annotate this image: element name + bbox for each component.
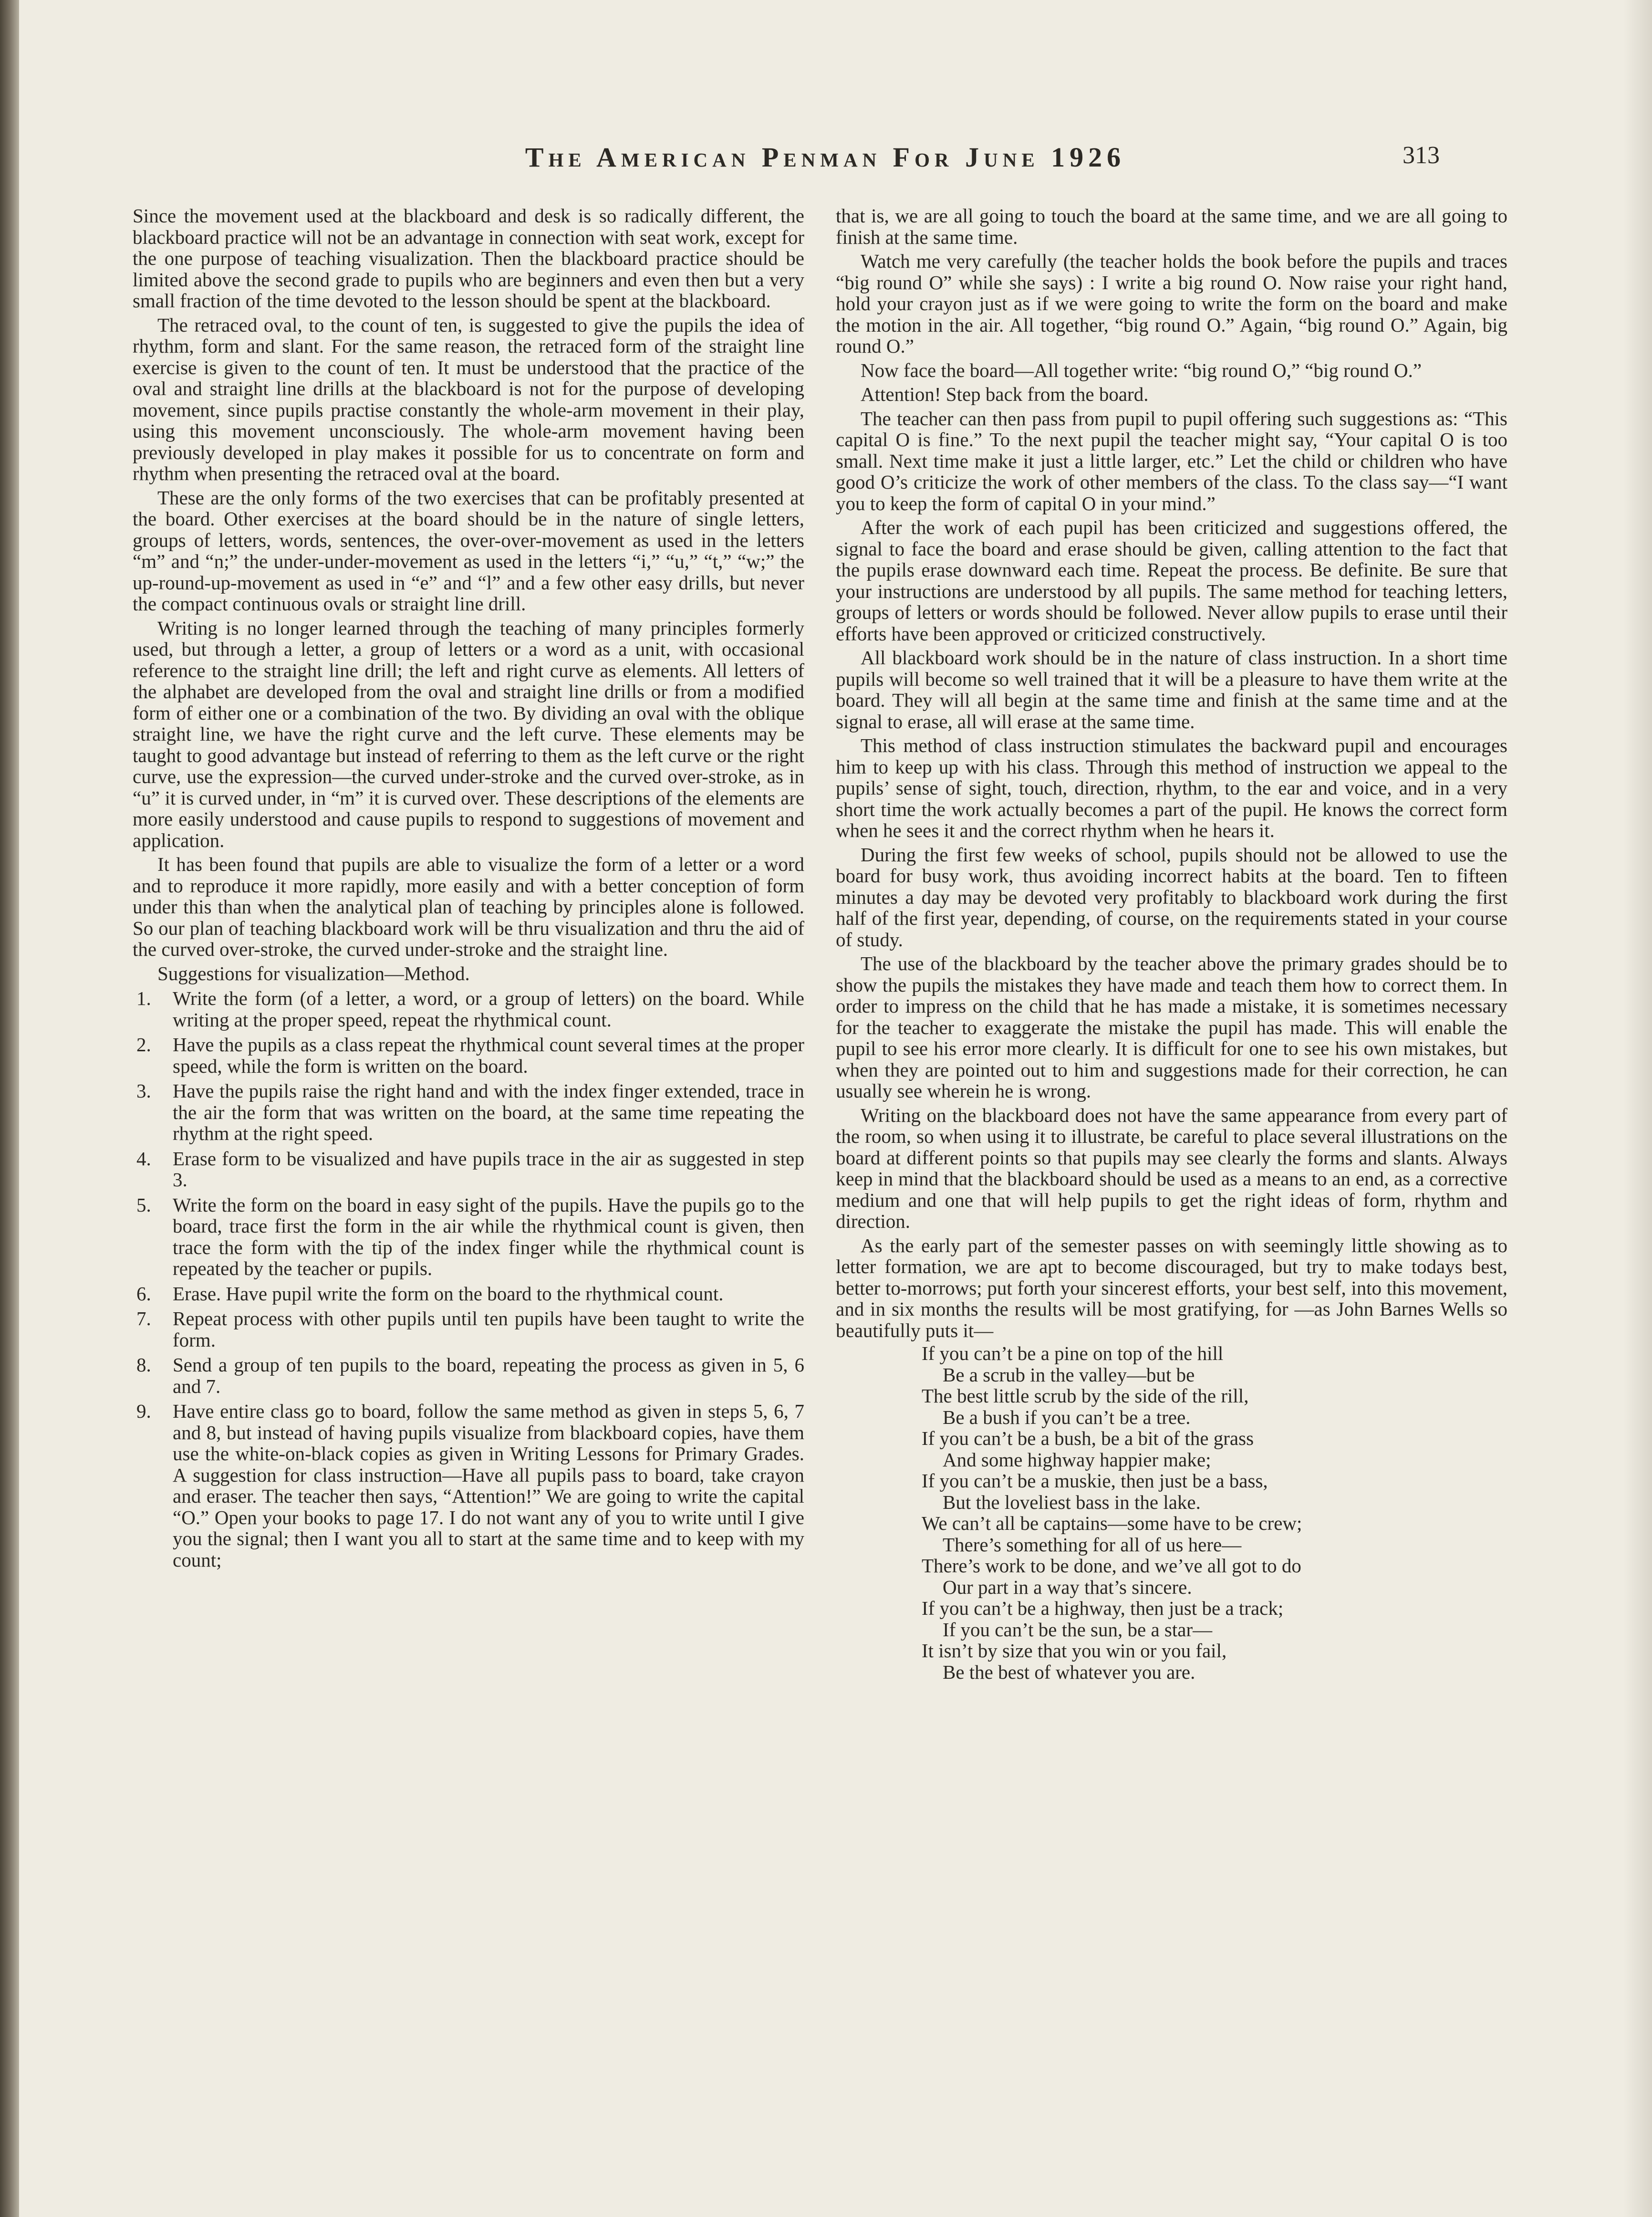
running-head: The American Penman For June 1926 [525,142,1126,173]
paragraph: It has been found that pupils are able to visualize the form of a letter or a word and to reproduce it more rapidly, more easily and with a better conception of form under this than when the analytical plan of teaching by principles alone is followed. So our plan of teaching blackboard work will be thru visualization and thru the aid of the curved over-stroke, the curved under-stroke and the straight line. [133,853,804,960]
list-item [133,1194,804,1279]
poem-line: There’s work to be done, and we’ve all got to do [922,1555,1301,1577]
paragraph: Now face the board—All together write: “big round O,” “big round O.” [861,359,1422,381]
step-text: Repeat process with other pupils until ten pupils have been taught to write the form. [173,1307,804,1351]
step-text: Write the form on the board in easy sight of the pupils. Have the pupils go to the board, trace first the form in the air while the rhythmical count is given, then trace the form with the tip of the index finger while the rhythmical count is repeated by the teacher or pupils. [173,1193,804,1279]
paragraph: All blackboard work should be in the nature of class instruction. In a short time pupils will become so well trained that it will be a pleasure to have them write at the board. They will all begin at the same time and finish at the same time and at the signal to erase, all will erase at the same time. [836,647,1507,732]
paragraph: Watch me very carefully (the teacher holds the book before the pupils and traces “big round O” while she says) : I write a big round O. Now raise your right hand, hold your crayon just as if we were going to write the form on the board and make the motion in the air. All together, “big round O.” Again, “big round O.” Again, big round O.” [836,250,1507,357]
list-item [133,1080,804,1144]
step-number: 7. [136,1307,151,1329]
poem [922,1343,1507,1683]
paragraph: During the first few weeks of school, pupils should not be allowed to use the board for busy work, thus avoiding incorrect habits at the board. Ten to fifteen minutes a day may be devoted very profitably to blackboard work during the first half of the first year, depending, of course, on the requirements stated in your course of study. [836,843,1507,951]
step-text: Have entire class go to board, follow the same method as given in steps 5, 6, 7 and 8, but instead of having pupils visualize from blackboard copies, have them use the white-on-black copies as given in Writing Lessons for Primary Grades. A suggestion for class instruction—Have all pupils pass to board, take crayon and eraser. The teacher then says, “Attention!” We are going to write the capital “O.” Open your books to page 17. I do not want any of you to write until I give you the signal; then I want you all to start at the same time and to keep with my count; [173,1400,804,1571]
paragraph: This method of class instruction stimulates the backward pupil and encourages him to keep up with his class. Through this method of instruction we appeal to the pupils’ sense of sight, touch, direction, rhythm, to the ear and voice, and in a very short time the work actually becomes a part of the pupil. He knows the correct form when he sees it and the correct rhythm when he hears it. [836,734,1507,841]
paragraph: The use of the blackboard by the teacher above the primary grades should be to show the pupils the mistakes they have made and teach them how to correct them. In order to impress on the child that he has made a mistake, it is sometimes necessary for the teacher to exaggerate the mistake the pupil has made. This will enable the pupil to see his error more clearly. It is difficult for one to see his own mistakes, but when they are pointed out to him and suggestions made for their correction, he can usually see wherein he is wrong. [836,952,1507,1102]
poem-line: Be the best of whatever you are. [943,1661,1195,1683]
page-edge-shadow [1623,0,1652,2217]
list-item [133,1283,804,1305]
paragraph: Writing on the blackboard does not have the same appearance from every part of the room, so when using it to illustrate, be careful to place several illustrations on the board at different points so that pupils may see clearly the forms and slants. Always keep in mind that the blackboard should be used as a means to an end, as a corrective medium and one that will help pupils to get the right ideas of form, rhythm and direction. [836,1104,1507,1232]
step-number: 8. [136,1354,151,1376]
paragraph: As the early part of the semester passes on with seemingly little showing as to letter formation, we are apt to become discouraged, but try to make todays best, better to-morrows; put forth your sincerest efforts, your best self, into this movement, and in six months the results will be most gratifying, for —as John Barnes Wells so beautifully puts it— [836,1234,1507,1341]
step-number: 6. [136,1282,151,1305]
list-item [133,1034,804,1077]
poem-line: The best little scrub by the side of the rill, [922,1385,1249,1407]
step-text: Have the pupils as a class repeat the rhythmical count several times at the proper speed, while the form is written on the board. [173,1034,804,1077]
paragraph: Since the movement used at the blackboard and desk is so radically different, the blackboard practice will not be an advantage in connection with seat work, except for the one purpose of teaching visualization. Then the blackboard practice should be limited above the second grade to pupils who are beginners and even then but a very small fraction of the time devoted to the lesson should be spent at the blackboard. [133,205,804,312]
paragraph: The retraced oval, to the count of ten, is suggested to give the pupils the idea of rhythm, form and slant. For the same reason, the retraced form of the straight line exercise is given to the count of ten. It must be understood that the practice of the oval and straight line drills at the blackboard is not for the purpose of developing movement, since pupils practise constantly the whole-arm movement in their play, using this movement unconsciously. The whole-arm movement having been previously developed in play makes it possible for us to concentrate on form and rhythm when presenting the retraced oval at the board. [133,314,804,484]
section-heading: Suggestions for visualization—Method. [157,962,470,984]
list-item [133,1401,804,1570]
poem-line: But the loveliest bass in the lake. [943,1491,1201,1513]
poem-line: If you can’t be a highway, then just be a track; [922,1597,1284,1619]
paragraph: These are the only forms of the two exercises that can be profitably presented at the board. Other exercises at the board should be in the nature of single letters, groups of letters, words, sentences, the over-over-movement as used in the letters “m” and “n;” the under-under-movement as used in the letters “i,” “u,” “t,” “w;” the up-round-up-movement as used in “e” and “l” and a few other easy drills, but never the compact continuous ovals or straight line drill. [133,486,804,615]
step-number: 5. [136,1193,151,1216]
list-item [133,1148,804,1191]
page-number: 313 [1403,142,1440,169]
poem-line: If you can’t be a pine on top of the hill [922,1342,1224,1364]
paragraph: that is, we are all going to touch the board at the same time, and we are all going to finish at the same time. [836,205,1507,248]
list-item [133,1308,804,1350]
step-text: Have the pupils raise the right hand and with the index finger extended, trace in the air the form that was written on the board, at the same time repeating the rhythm at the right speed. [173,1080,804,1144]
paragraph: Writing is no longer learned through the teaching of many principles formerly used, but through a letter, a group of letters or a word as a unit, with occasional reference to the straight line drill; the left and right curve as elements. All letters of the alphabet are developed from the oval and straight line drills or from a modified form of either one or a combination of the two. By dividing an oval with the oblique straight line, we have the right curve and the left curve. These elements may be taught to good advantage but instead of referring to them as the left curve or the right curve, use the expression—the curved under-stroke and the curved over-stroke, as in “u” it is curved under, in “m” it is curved over. These descriptions of the elements are more easily understood and cause pupils to respond to suggestions of movement and application. [133,617,804,851]
poem-line: If you can’t be a bush, be a bit of the grass [922,1427,1254,1449]
poem-line: And some highway happier make; [943,1448,1211,1471]
poem-line: We can’t all be captains—some have to be crew; [922,1512,1302,1534]
poem-line: There’s something for all of us here— [943,1533,1242,1556]
paragraph: After the work of each pupil has been criticized and suggestions offered, the signal to face the board and erase should be given, calling attention to the fact that the pupils erase downward each time. Repeat the process. Be definite. Be sure that your instructions are understood by all pupils. The same method for teaching letters, groups of letters or words should be followed. Never allow pupils to erase until their efforts have been approved or criticized constructively. [836,516,1507,645]
scan-binding-edge [0,0,19,2217]
step-number: 4. [136,1147,151,1170]
magazine-page [19,0,1652,2217]
poem-line: If you can’t be the sun, be a star— [943,1618,1213,1641]
list-item [133,1354,804,1397]
page-header [19,141,1652,179]
poem-line: If you can’t be a muskie, then just be a bass, [922,1470,1268,1492]
step-text: Write the form (of a letter, a word, or a group of letters) on the board. While writing at the proper speed, repeat the rhythmical count. [173,987,804,1031]
poem-line: It isn’t by size that you win or you fail, [922,1640,1227,1662]
step-text: Send a group of ten pupils to the board, repeating the process as given in 5, 6 and 7. [173,1354,804,1397]
poem-line: Be a scrub in the valley—but be [943,1363,1195,1386]
step-number: 3. [136,1080,151,1102]
paragraph: The teacher can then pass from pupil to pupil offering such suggestions as: “This capital O is fine.” To the next pupil the teacher might say, “Your capital O is too small. Next time make it just a little larger, etc.” Let the child or children who have good O’s criticize the work of other members of the class. To the class say—“I want you to keep the form of capital O in your mind.” [836,407,1507,514]
step-text: Erase. Have pupil write the form on the board to the rhythmical count. [173,1282,724,1305]
step-number: 1. [136,987,151,1009]
step-number: 9. [136,1400,151,1422]
step-text: Erase form to be visualized and have pupils trace in the air as suggested in step 3. [173,1147,804,1191]
step-number: 2. [136,1034,151,1056]
paragraph: Attention! Step back from the board. [861,383,1149,405]
poem-line: Be a bush if you can’t be a tree. [943,1406,1191,1428]
right-column [836,205,1507,1683]
poem-line: Our part in a way that’s sincere. [943,1576,1192,1598]
left-column [133,205,804,1570]
list-item [133,988,804,1030]
steps-list [133,988,804,1570]
